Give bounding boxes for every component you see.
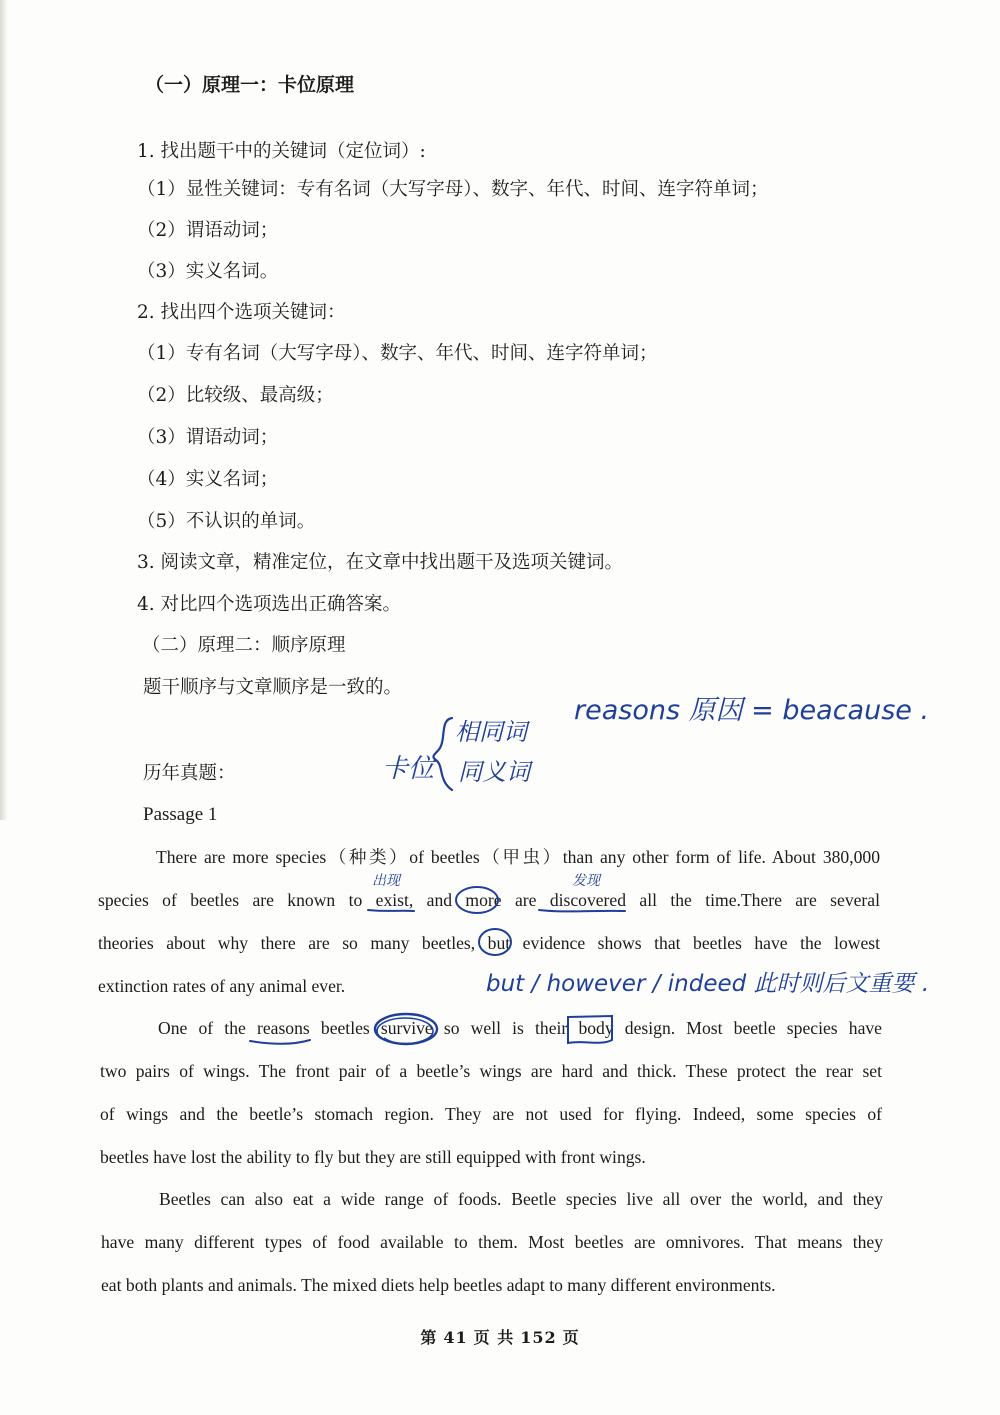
passage-paragraph-3	[101, 1178, 883, 1307]
step2-item-3: （3）谓语动词；	[137, 427, 279, 448]
footer-prefix: 第	[420, 1328, 438, 1347]
step2-heading: 2. 找出四个选项关键词：	[137, 302, 346, 323]
section2-body: 题干顺序与文章顺序是一致的。	[143, 677, 403, 698]
paragraph-line: eat both plants and animals. The mixed diets help beetles adapt to many different environments.	[101, 1275, 776, 1295]
handwritten-reasons-note: reasons 原因 = beacause .	[574, 695, 930, 726]
paragraph-line: extinction rates of any animal ever.	[98, 976, 346, 996]
paragraph-line: two pairs of wings. The front pair of a beetle’s wings are hard and thick. These protect the rear set	[100, 1061, 882, 1081]
page-footer	[0, 1325, 1000, 1348]
footer-mid: 页 共	[473, 1328, 515, 1347]
step2-item-4: （4）实义名词；	[137, 469, 279, 490]
step3-text: 3. 阅读文章，精准定位，在文章中找出题干及选项关键词。	[137, 552, 624, 573]
handwritten-brace-mark	[433, 718, 452, 790]
step2-item-5: （5）不认识的单词。	[137, 511, 316, 532]
handwritten-kawei: 卡位	[382, 754, 435, 784]
step1-item-1: （1）显性关键词：专有名词（大写字母）、数字、年代、时间、连字符单词；	[137, 179, 769, 200]
handwritten-discover-note: 发现	[572, 873, 600, 889]
step1-heading: 1. 找出题干中的关键词（定位词）:	[137, 141, 426, 162]
section1-title: （一）原理一：卡位原理	[145, 74, 355, 96]
passage-title: Passage 1	[143, 804, 218, 825]
passage-paragraph-2	[100, 1007, 882, 1179]
handwritten-exist-note: 出现	[372, 873, 400, 889]
past-exams-heading: 历年真题：	[143, 763, 236, 784]
handwritten-synonym: 相同词	[455, 718, 527, 746]
handwritten-antonym: 同义词	[458, 758, 530, 786]
handwritten-but-note: but / however / indeed 此时则后文重要 .	[486, 971, 930, 997]
scan-edge-shadow	[0, 0, 8, 820]
paragraph-line: theories about why there are so many beetles, but evidence shows that beetles have the lowest	[98, 933, 880, 953]
section2-title: （二）原理二：顺序原理	[142, 635, 346, 656]
paragraph-line: There are more species（种类）of beetles（甲虫）than any other form of life. About 380,000	[156, 847, 880, 867]
step1-item-2: （2）谓语动词；	[137, 220, 279, 241]
paragraph-line: beetles have lost the ability to fly but they are still equipped with front wings.	[100, 1147, 646, 1167]
step1-item-3: （3）实义名词。	[137, 261, 279, 282]
footer-suffix: 页	[562, 1328, 580, 1347]
footer-page-number: 41	[443, 1328, 468, 1347]
step2-item-2: （2）比较级、最高级；	[137, 385, 334, 406]
paragraph-line: Beetles can also eat a wide range of foods. Beetle species live all over the world, and they	[159, 1189, 883, 1209]
paragraph-line: of wings and the beetle’s stomach region. They are not used for flying. Indeed, some species of	[100, 1104, 882, 1124]
paragraph-line: One of the reasons beetles survive so well is their body design. Most beetle species have	[158, 1018, 882, 1038]
footer-total-pages: 152	[520, 1328, 557, 1347]
paragraph-line: have many different types of food available to them. Most beetles are omnivores. That means they	[101, 1232, 883, 1252]
step4-text: 4. 对比四个选项选出正确答案。	[137, 594, 402, 615]
paragraph-line: species of beetles are known to exist, and more are discovered all the time.There are several	[98, 890, 880, 910]
step2-item-1: （1）专有名词（大写字母）、数字、年代、时间、连字符单词；	[137, 343, 658, 364]
